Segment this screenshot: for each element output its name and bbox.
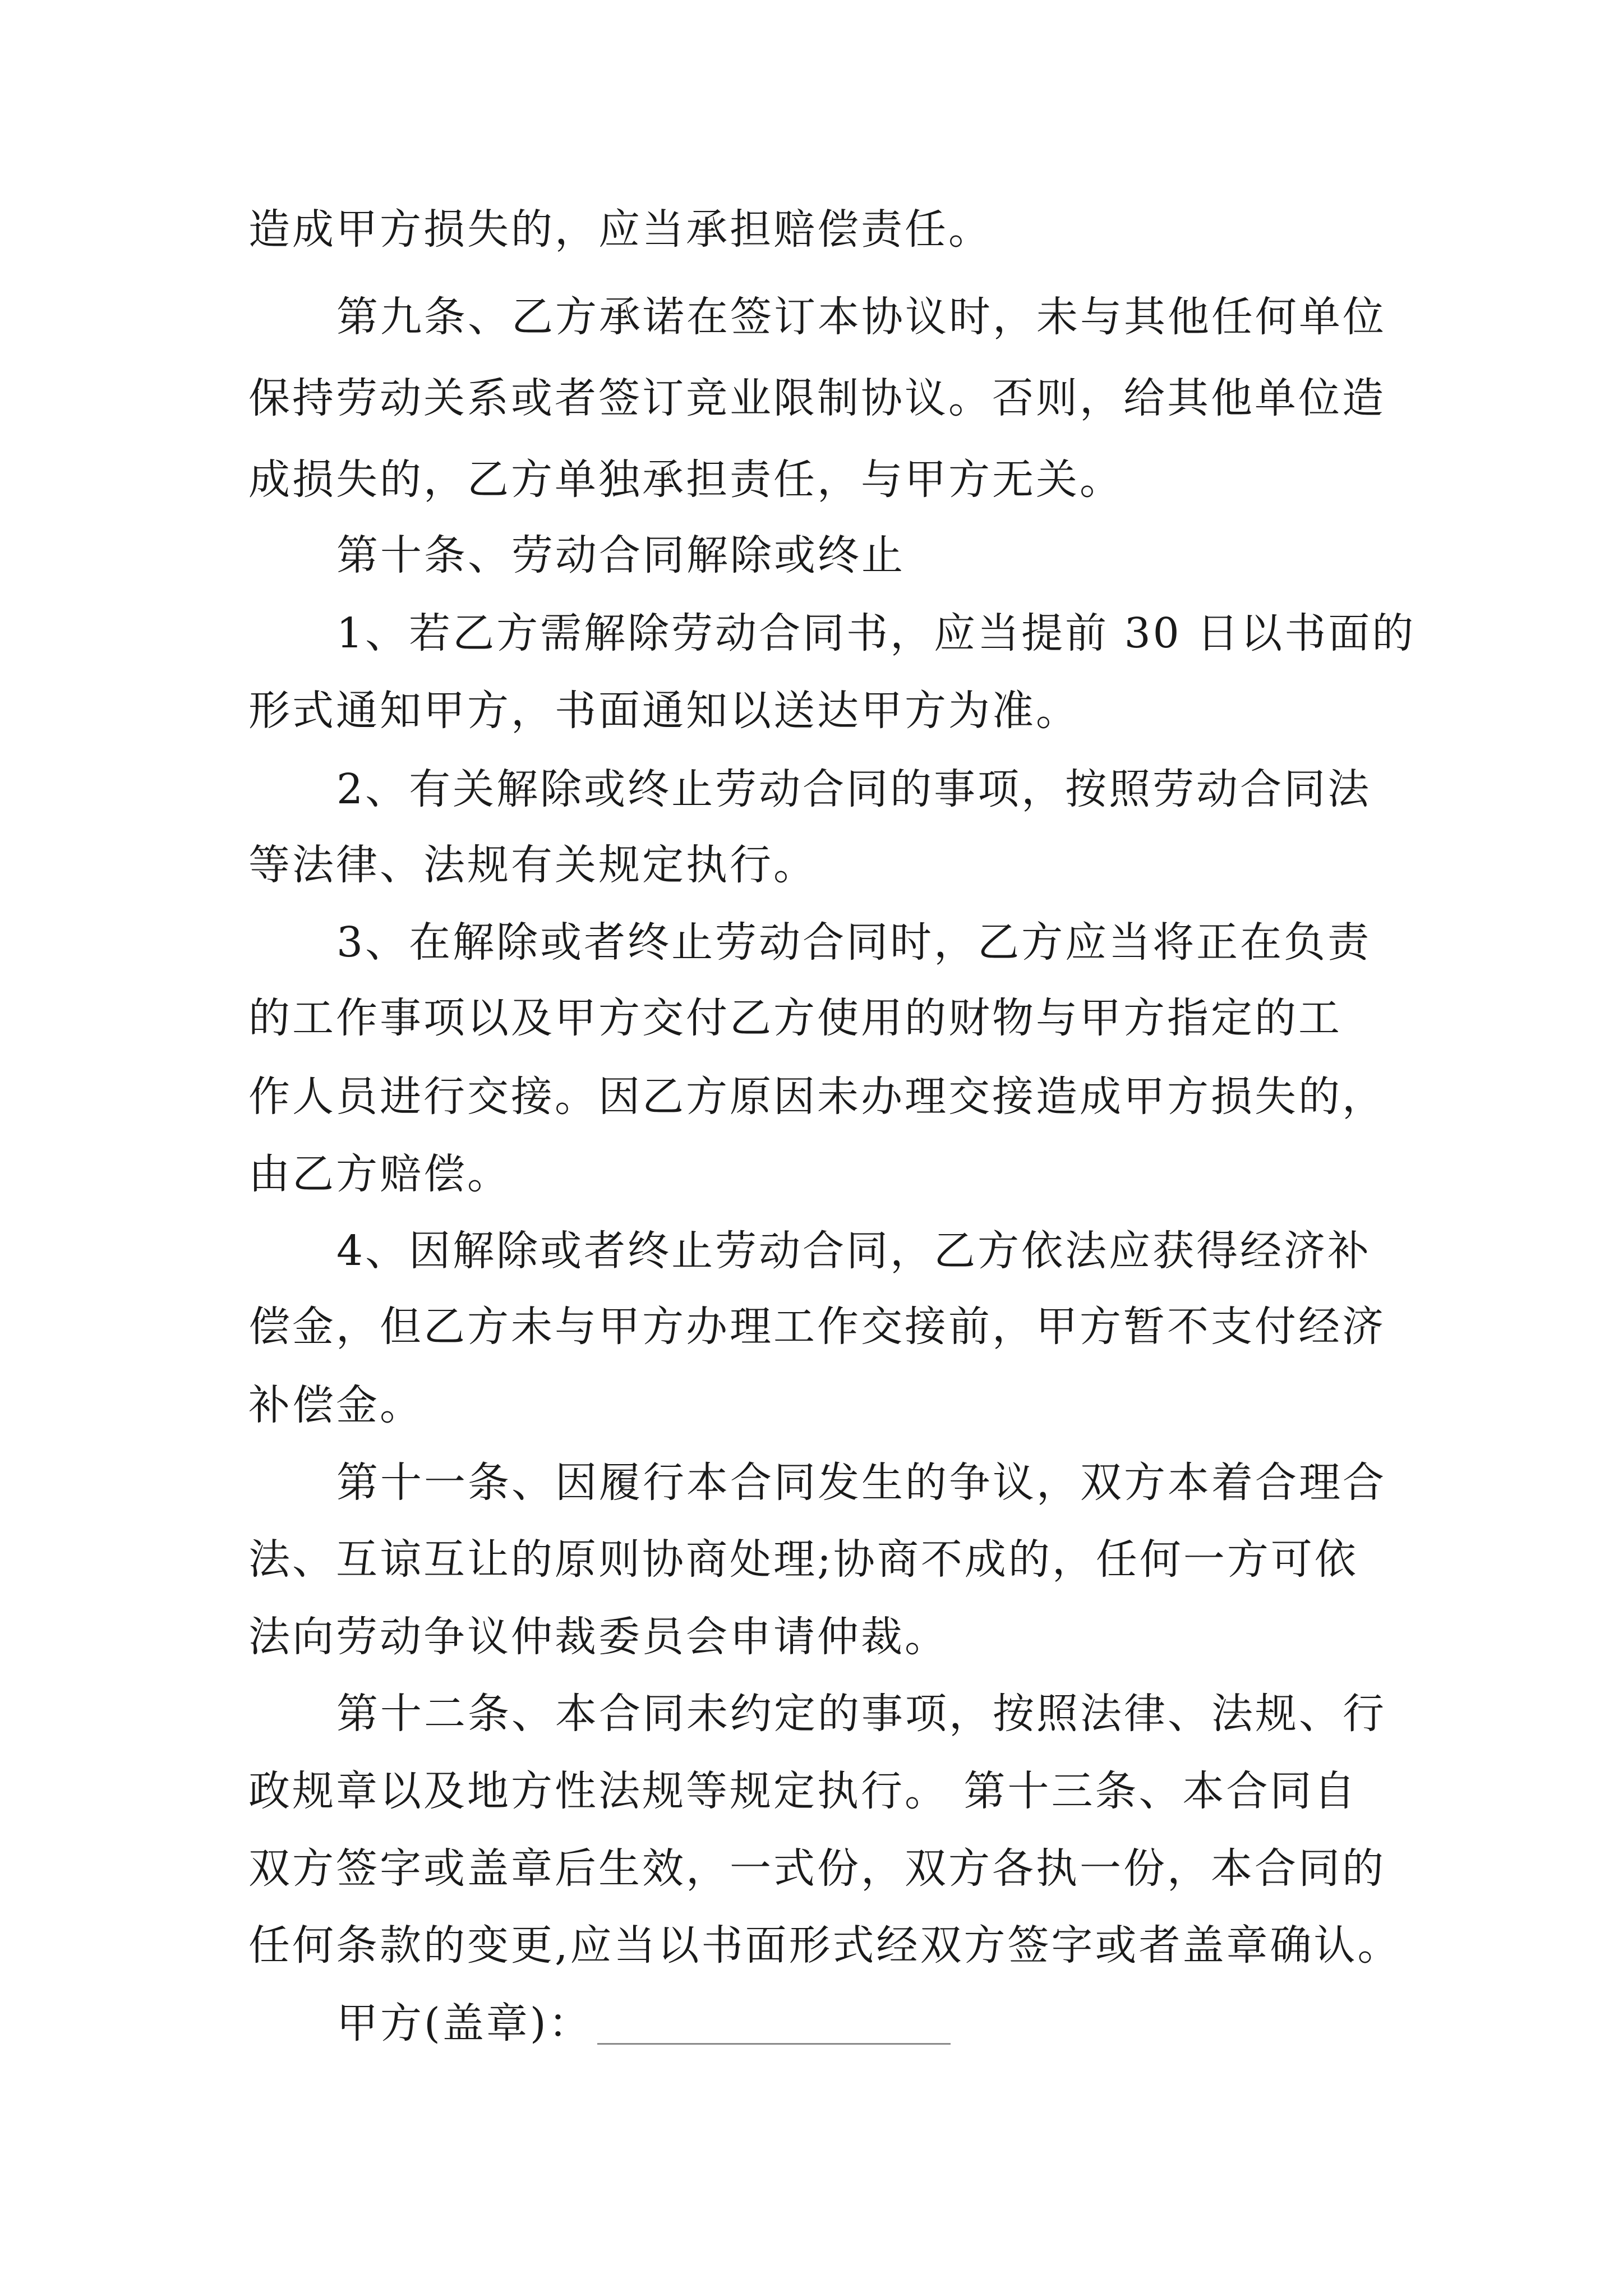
text-line: 4、因解除或者终止劳动合同，乙方依法应获得经济补 [336, 1227, 1372, 1275]
text-line: 法向劳动争议仲裁委员会申请仲裁。 [248, 1613, 948, 1661]
text-line: 第十一条、因履行本合同发生的争议，双方本着合理合 [336, 1458, 1386, 1507]
text-line: 政规章以及地方性法规等规定执行。 第十三条、本合同自 [248, 1767, 1358, 1815]
text-line: 成损失的，乙方单独承担责任，与甲方无关。 [248, 455, 1123, 504]
text-line: 第十条、劳动合同解除或终止 [336, 531, 905, 579]
text-line: 法、互谅互让的原则协商处理;协商不成的，任何一方可依 [248, 1535, 1358, 1584]
party-a-seal-label: 甲方(盖章)： [336, 1999, 592, 2047]
text-line: 形式通知甲方，书面通知以送达甲方为准。 [248, 687, 1080, 735]
text-line: 任何条款的变更,应当以书面形式经双方签字或者盖章确认。 [248, 1921, 1401, 1970]
text-line: 造成甲方损失的，应当承担赔偿责任。 [248, 205, 992, 254]
signature-blank-line [597, 2043, 951, 2045]
text-line: 2、有关解除或终止劳动合同的事项，按照劳动合同法 [336, 765, 1372, 813]
text-line: 作人员进行交接。因乙方原因未办理交接造成甲方损失的， [248, 1073, 1386, 1121]
text-line: 第九条、乙方承诺在签订本协议时，未与其他任何单位 [336, 293, 1386, 341]
text-line: 保持劳动关系或者签订竞业限制协议。否则，给其他单位造 [248, 374, 1386, 422]
text-line: 的工作事项以及甲方交付乙方使用的财物与甲方指定的工 [248, 994, 1342, 1042]
text-line: 由乙方赔偿。 [248, 1150, 511, 1198]
text-line: 偿金，但乙方未与甲方办理工作交接前，甲方暂不支付经济 [248, 1303, 1386, 1351]
text-line: 第十二条、本合同未约定的事项，按照法律、法规、行 [336, 1690, 1386, 1738]
text-line: 补偿金。 [248, 1381, 423, 1429]
text-line: 双方签字或盖章后生效，一式份，双方各执一份，本合同的 [248, 1844, 1386, 1893]
text-line: 等法律、法规有关规定执行。 [248, 841, 817, 889]
text-line: 1、若乙方需解除劳动合同书，应当提前 30 日以书面的 [336, 609, 1416, 657]
text-line: 3、在解除或者终止劳动合同时，乙方应当将正在负责 [336, 918, 1372, 967]
